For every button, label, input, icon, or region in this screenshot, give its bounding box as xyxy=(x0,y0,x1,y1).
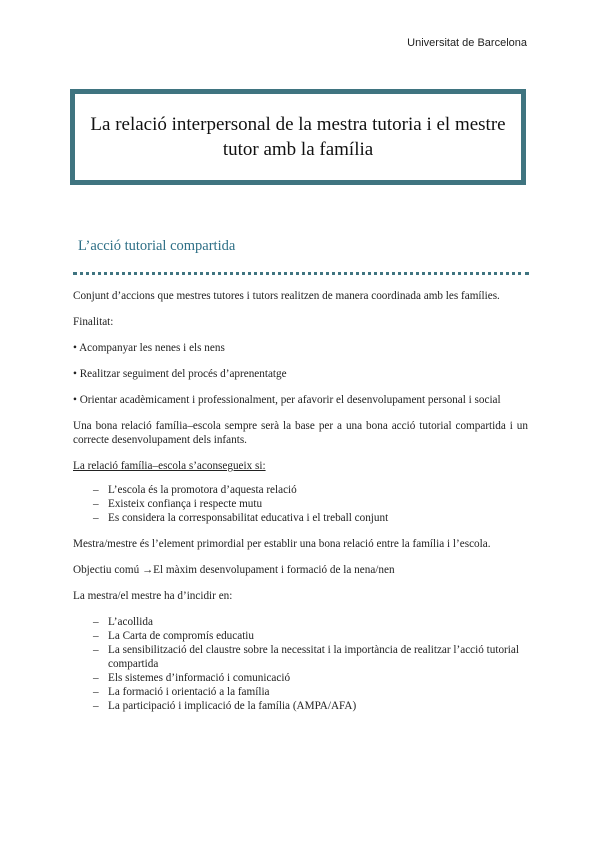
dash-bullet: – xyxy=(93,512,99,524)
list-item xyxy=(93,629,528,643)
list-item-text: L’escola és la promotora d’aquesta relació xyxy=(108,484,297,496)
dash-bullet: – xyxy=(93,630,99,642)
list-item-text: Existeix confiança i respecte mutu xyxy=(108,498,263,510)
dash-bullet: – xyxy=(93,672,99,684)
list-item-text: Es considera la corresponsabilitat educativa i el treball conjunt xyxy=(108,512,389,524)
list-item-text: L’acollida xyxy=(108,616,153,628)
list-item-text: La Carta de compromís educatiu xyxy=(108,630,255,642)
dash-bullet: – xyxy=(93,484,99,496)
list-item xyxy=(93,497,528,511)
document-title: La relació interpersonal de la mestra tutoria i el mestre tutor amb la família xyxy=(90,114,506,160)
bona-relacio-paragraph: Una bona relació família–escola sempre serà la base per a una bona acció tutorial compartida i un correcte desenvolupament dels infants. xyxy=(73,420,528,446)
list-item xyxy=(93,671,528,685)
dotted-divider xyxy=(73,272,529,275)
list-item xyxy=(93,615,528,629)
relacio-heading: La relació família–escola s’aconsegueix si: xyxy=(73,460,266,472)
dash-bullet: – xyxy=(93,616,99,628)
list-item-text: La participació i implicació de la família (AMPA/AFA) xyxy=(108,700,357,712)
finalitat-label: Finalitat: xyxy=(73,316,114,328)
dash-bullet: – xyxy=(93,700,99,712)
list-item-text: La sensibilització del claustre sobre la necessitat i la importància de realitzar l’acció tutorial compartida xyxy=(108,644,519,670)
document-body xyxy=(73,289,528,725)
title-box xyxy=(70,89,526,185)
relacio-list xyxy=(73,483,528,525)
list-item xyxy=(93,685,528,699)
list-item xyxy=(93,483,528,497)
section-title: L’acció tutorial compartida xyxy=(78,238,236,254)
finalitat-item: • Realitzar seguiment del procés d’aprenentatge xyxy=(73,368,287,380)
incidir-heading: La mestra/el mestre ha d’incidir en: xyxy=(73,590,233,602)
finalitat-item: • Acompanyar les nenes i els nens xyxy=(73,342,225,354)
dash-bullet: – xyxy=(93,644,99,656)
dash-bullet: – xyxy=(93,498,99,510)
incidir-list xyxy=(73,615,528,713)
institution-header: Universitat de Barcelona xyxy=(407,37,527,49)
objectiu-paragraph: Objectiu comú →El màxim desenvolupament i formació de la nena/nen xyxy=(73,564,395,576)
list-item-text: La formació i orientació a la família xyxy=(108,686,270,698)
list-item xyxy=(93,511,528,525)
list-item xyxy=(93,699,528,713)
list-item-text: Els sistemes d’informació i comunicació xyxy=(108,672,291,684)
intro-paragraph: Conjunt d’accions que mestres tutores i tutors realitzen de manera coordinada amb les famílies. xyxy=(73,290,500,302)
mestre-element-paragraph: Mestra/mestre és l’element primordial per establir una bona relació entre la família i l’escola. xyxy=(73,538,491,550)
dash-bullet: – xyxy=(93,686,99,698)
finalitat-item: • Orientar acadèmicament i professionalment, per afavorir el desenvolupament personal i social xyxy=(73,394,501,406)
list-item xyxy=(93,643,528,671)
